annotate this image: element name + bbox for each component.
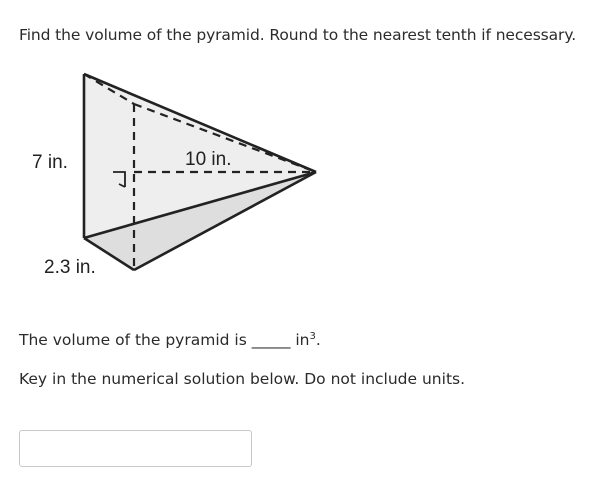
question-prompt: Find the volume of the pyramid. Round to the nearest tenth if necessary. bbox=[19, 26, 577, 44]
height-label: 7 in. bbox=[32, 152, 68, 173]
answer-blank: _____ bbox=[251, 331, 291, 349]
length-label: 10 in. bbox=[185, 149, 232, 170]
answer-unit-exponent: 3 bbox=[309, 331, 316, 342]
answer-sentence-suffix: . bbox=[315, 331, 321, 349]
answer-input[interactable] bbox=[19, 430, 252, 467]
answer-unit: in bbox=[290, 331, 310, 349]
answer-sentence-prefix: The volume of the pyramid is bbox=[19, 331, 252, 349]
instruction-text: Key in the numerical solution below. Do not include units. bbox=[19, 370, 466, 388]
width-label: 2.3 in. bbox=[44, 257, 96, 278]
answer-sentence bbox=[19, 331, 321, 349]
